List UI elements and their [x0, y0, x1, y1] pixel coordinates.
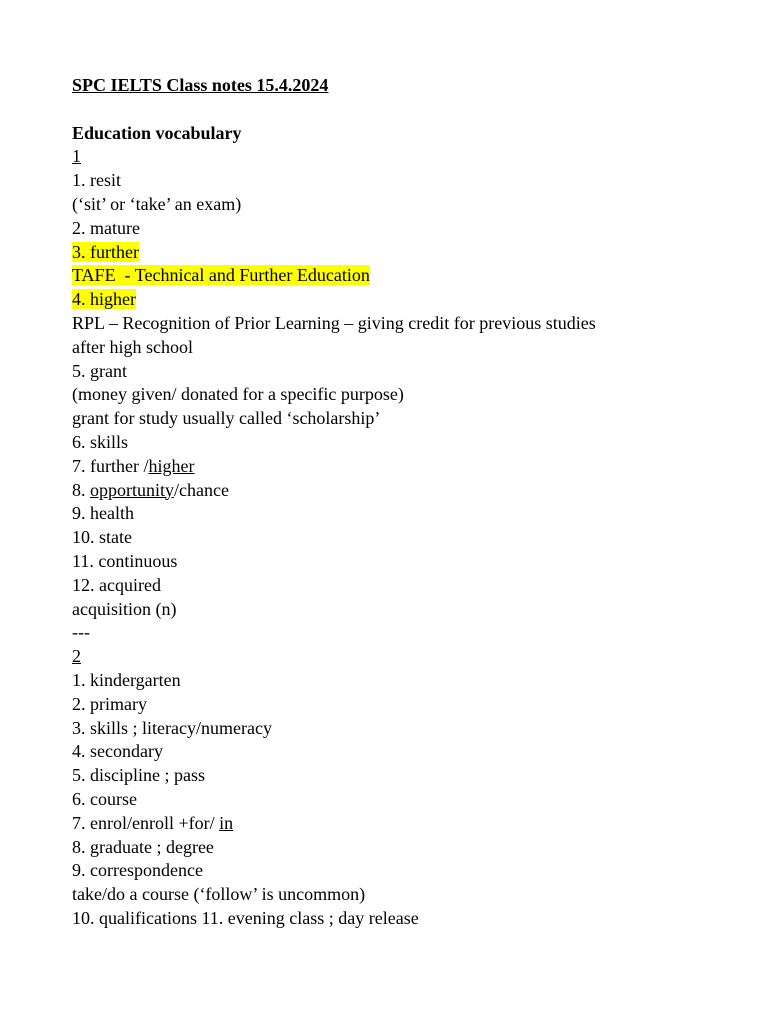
- list-item: 5. discipline ; pass: [72, 765, 205, 786]
- list-item: 1. resit: [72, 170, 121, 191]
- item-text: /chance: [174, 479, 229, 500]
- list-item: 6. course: [72, 788, 137, 809]
- underlined-word: opportunity: [90, 479, 174, 500]
- item-text: 7. enrol/enroll +for/: [72, 812, 220, 833]
- document-page: [72, 74, 712, 931]
- list-item: [72, 455, 712, 479]
- list-item: 12. acquired: [72, 574, 161, 595]
- document-title: SPC IELTS Class notes 15.4.2024: [72, 75, 329, 95]
- highlighted-item: TAFE - Technical and Further Education: [72, 265, 370, 286]
- list-item: 1. kindergarten: [72, 669, 181, 690]
- list-item: 11. continuous: [72, 550, 178, 571]
- list-item: [72, 812, 712, 836]
- separator-line: ---: [72, 622, 90, 643]
- item-text: 7. further /: [72, 455, 149, 476]
- rpl-note-line: after high school: [72, 336, 193, 357]
- list-item: take/do a course (‘follow’ is uncommon): [72, 884, 366, 905]
- list-item: acquisition (n): [72, 598, 177, 619]
- list-item: 9. correspondence: [72, 860, 203, 881]
- list-item: 6. skills: [72, 431, 129, 452]
- list-item: 10. state: [72, 527, 132, 548]
- section-heading: Education vocabulary: [72, 122, 242, 143]
- item-text: 8.: [72, 479, 90, 500]
- list-item: 8. graduate ; degree: [72, 836, 214, 857]
- blank-line: [72, 98, 712, 122]
- list-item: 9. health: [72, 503, 134, 524]
- list-item: 2. mature: [72, 217, 140, 238]
- highlighted-item: 3. further: [72, 241, 139, 262]
- underlined-word: higher: [148, 455, 195, 476]
- list-item: 4. secondary: [72, 741, 163, 762]
- list-item: 5. grant: [72, 360, 127, 381]
- list-item: [72, 479, 712, 503]
- section-2-label: 2: [72, 646, 81, 667]
- section-1-label: 1: [72, 146, 81, 167]
- rpl-note-line: RPL – Recognition of Prior Learning – giving credit for previous studies: [72, 312, 596, 333]
- highlighted-item: 4. higher: [72, 289, 136, 310]
- underlined-word: in: [219, 812, 234, 833]
- list-item: grant for study usually called ‘scholarship’: [72, 408, 381, 429]
- list-item: 2. primary: [72, 693, 147, 714]
- list-item: (money given/ donated for a specific purpose): [72, 384, 404, 405]
- list-item: 3. skills ; literacy/numeracy: [72, 717, 272, 738]
- list-item: (‘sit’ or ‘take’ an exam): [72, 193, 242, 214]
- list-item: 10. qualifications 11. evening class ; day release: [72, 907, 419, 928]
